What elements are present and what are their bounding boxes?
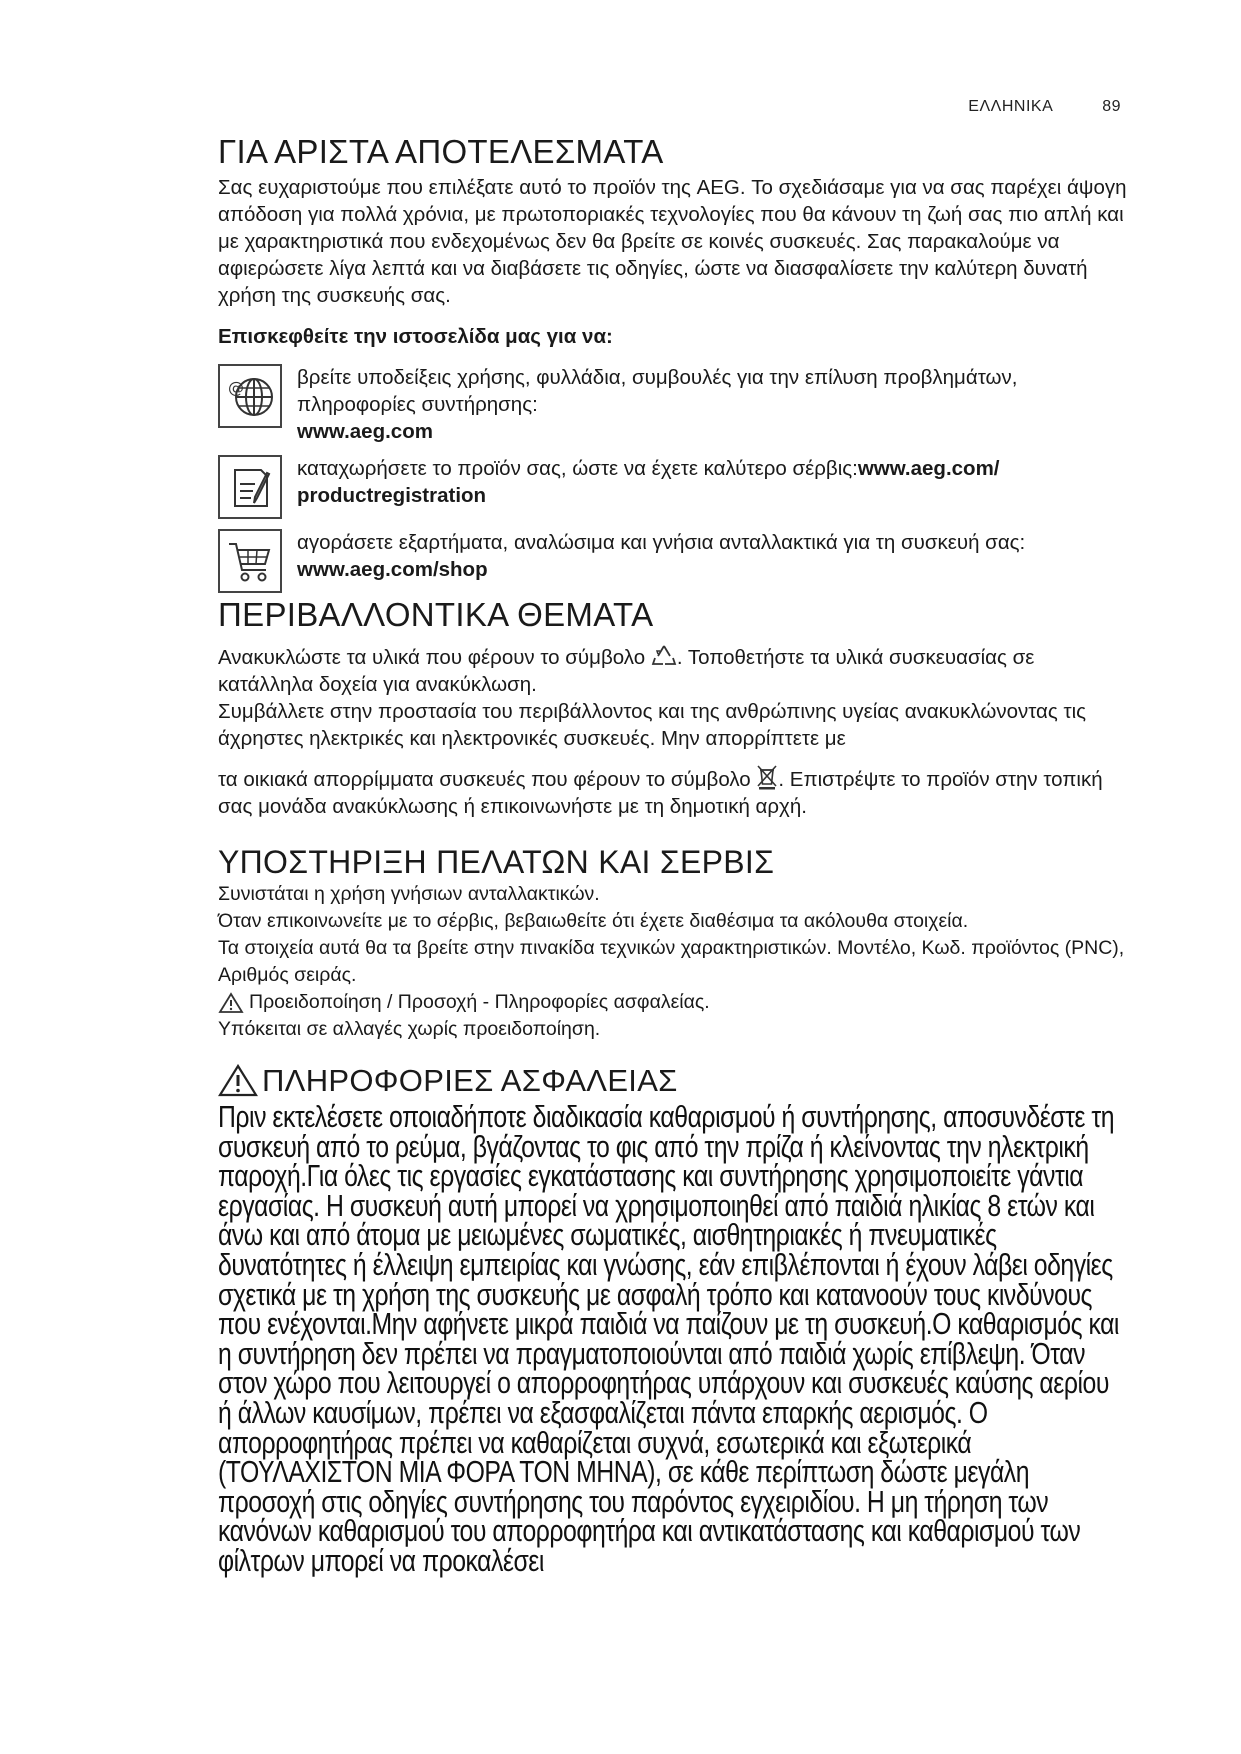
crossed-bin-icon [756,764,778,790]
svg-text:@: @ [228,378,244,397]
warning-icon-large [218,1064,260,1098]
service-line-3: Τα στοιχεία αυτά θα τα βρείτε στην πινακίδα τεχνικών χαρακτηριστικών. Μοντέλο, Κωδ. προϊόντος (PNC), Αριθμός σειράς. [218,937,1125,986]
change-notice: Υπόκειται σε αλλαγές χωρίς προειδοποίηση. [218,1018,601,1040]
best-results-section [218,133,1128,593]
environment-p3-start: τα οικιακά απορρίμματα συσκευές που φέρουν το σύμβολο [218,768,751,791]
safety-section [218,1062,1218,1576]
globe-icon [218,364,282,428]
visit-item-registration [218,455,1128,519]
environment-p1-start: Ανακυκλώστε τα υλικά που φέρουν το σύμβολο [218,646,646,669]
aeg-link[interactable]: www.aeg.com [297,420,433,443]
best-results-intro: Σας ευχαριστούμε που επιλέξατε αυτό το προϊόν της AEG. Το σχεδιάσαμε για να σας παρέχει άψογη απόδοση για πολλά χρόνια, με πρωτοποριακές τεχνολογίες που θα κάνουν τη ζωή σας πιο απλή και με χαρακτηριστικά που ενδεχομένως δεν θα βρείτε σε κοινές συσκευές. Σας παρακαλούμε να αφιερώσετε λίγα λεπτά και να διαβάσετε τις οδηγίες, ώστε να διασφαλίσετε την καλύτερη δυνατή χρήση της συσκευής σας. [218,176,1127,307]
service-section [218,843,1128,1043]
visit-item-registration-text: καταχωρήσετε το προϊόν σας, ώστε να έχετε καλύτερο σέρβις: [297,457,858,480]
service-line-2: Όταν επικοινωνείτε με το σέρβις, βεβαιωθείτε ότι έχετε διαθέσιμα τα ακόλουθα στοιχεία. [218,910,969,932]
service-line-1: Συνιστάται η χρήση γνήσιων ανταλλακτικών. [218,883,600,905]
registration-link[interactable]: www.aeg.com/ productregistration [297,457,1000,507]
environment-p3-end: . Επιστρέψτε το προϊόν στην τοπική σας μονάδα ανακύκλωσης ή επικοινωνήστε με τη δημοτική αρχή. [218,768,1103,818]
page-header [968,98,1121,116]
warning-line-text: Προειδοποίηση / Προσοχή - Πληροφορίες ασφαλείας. [249,991,710,1013]
page-number: 89 [1102,98,1121,115]
environment-p1-end: . Τοποθετήστε τα υλικά συσκευασίας σε κατάλληλα δοχεία για ανακύκλωση. [218,646,1035,696]
visit-item-shop-text: αγοράσετε εξαρτήματα, αναλώσιμα και γνήσια ανταλλακτικά για τη συσκευή σας: [297,531,1026,554]
registration-icon [218,455,282,519]
service-title: ΥΠΟΣΤΗΡΙΞΗ ΠΕΛΑΤΩΝ ΚΑΙ ΣΕΡΒΙΣ [218,844,775,880]
language-label: ΕΛΛΗΝΙΚΑ [968,98,1054,115]
safety-heading [218,1062,1218,1100]
service-warning-line [218,989,1128,1016]
environment-title: ΠΕΡΙΒΑΛΛΟΝΤΙΚΑ ΘΕΜΑΤΑ [218,596,654,633]
visit-heading: Επισκεφθείτε την ιστοσελίδα μας για να: [218,325,613,348]
shop-link[interactable]: www.aeg.com/shop [297,558,488,581]
recycling-icon [651,644,677,668]
best-results-title: ΓΙΑ ΑΡΙΣΤΑ ΑΠΟΤΕΛΕΣΜΑΤΑ [218,133,664,170]
environment-section [218,596,1128,820]
environment-paragraph-2: Συμβάλλετε στην προστασία του περιβάλλοντος και της ανθρώπινης υγείας ανακυκλώνοντας τις άχρηστες ηλεκτρικές και ηλεκτρονικές συσκευές. Μην απορρίπτετε με [218,700,1086,750]
safety-title: ΠΛΗΡΟΦΟΡΙΕΣ ΑΣΦΑΛΕΙΑΣ [262,1063,678,1098]
warning-icon [218,992,244,1014]
visit-item-support-text: βρείτε υποδείξεις χρήσης, φυλλάδια, συμβουλές για την επίλυση προβλημάτων, πληροφορίες συντήρησης: [297,366,1018,416]
environment-paragraph-1 [218,644,1128,698]
visit-item-support [218,364,1128,445]
safety-body: Πριν εκτελέσετε οποιαδήποτε διαδικασία καθαρισμού ή συντήρησης, αποσυνδέστε τη συσκευή από το ρεύμα, βγάζοντας το φις από την πρίζα ή κλείνοντας την ηλεκτρική παροχή.Για όλες τις εργασίες εγκατάστασης και συντήρησης χρησιμοποιείτε γάντια εργασίας. Η συσκευή αυτή μπορεί να χρησιμοποιηθεί από παιδιά ηλικίας 8 ετών και άνω και από άτομα με μειωμένες σωματικές, αισθητηριακές ή πνευματικές δυνατότητες ή έλλειψη εμπειρίας και γνώσης, εάν επιβλέπονται ή έχουν λάβει οδηγίες σχετικά με τη χρήση της συσκευής με ασφαλή τρόπο και κατανοούν τους κινδύνους που ενέχονται.Μην αφήνετε μικρά παιδιά να παίζουν με τη συσκευή.Ο καθαρισμός και η συντήρηση δεν πρέπει να πραγματοποιούνται από παιδιά χωρίς επίβλεψη. Όταν στον χώρο που λειτουργεί ο απορροφητήρας υπάρχουν και συσκευές καύσης αερίου ή άλλων καυσίμων, πρέπει να εξασφαλίζεται πάντα επαρκής αερισμός. Ο απορροφητήρας πρέπει να καθαρίζεται συχνά, εσωτερικά και εξωτερικά (ΤΟΥΛΑΧΙΣΤΟΝ ΜΙΑ ΦΟΡΑ ΤΟΝ ΜΗΝΑ), σε κάθε περίπτωση δώστε μεγάλη προσοχή στις οδηγίες συντήρησης του παρόντος εγχειριδίου. Η μη τήρηση των κανόνων καθαρισμού του απορροφητήρα και αντικατάστασης και καθαρισμού των φίλτρων μπορεί να προκαλέσει [218,1099,1119,1578]
visit-item-shop [218,529,1128,593]
shopping-cart-icon [218,529,282,593]
environment-paragraph-3 [218,764,1128,820]
